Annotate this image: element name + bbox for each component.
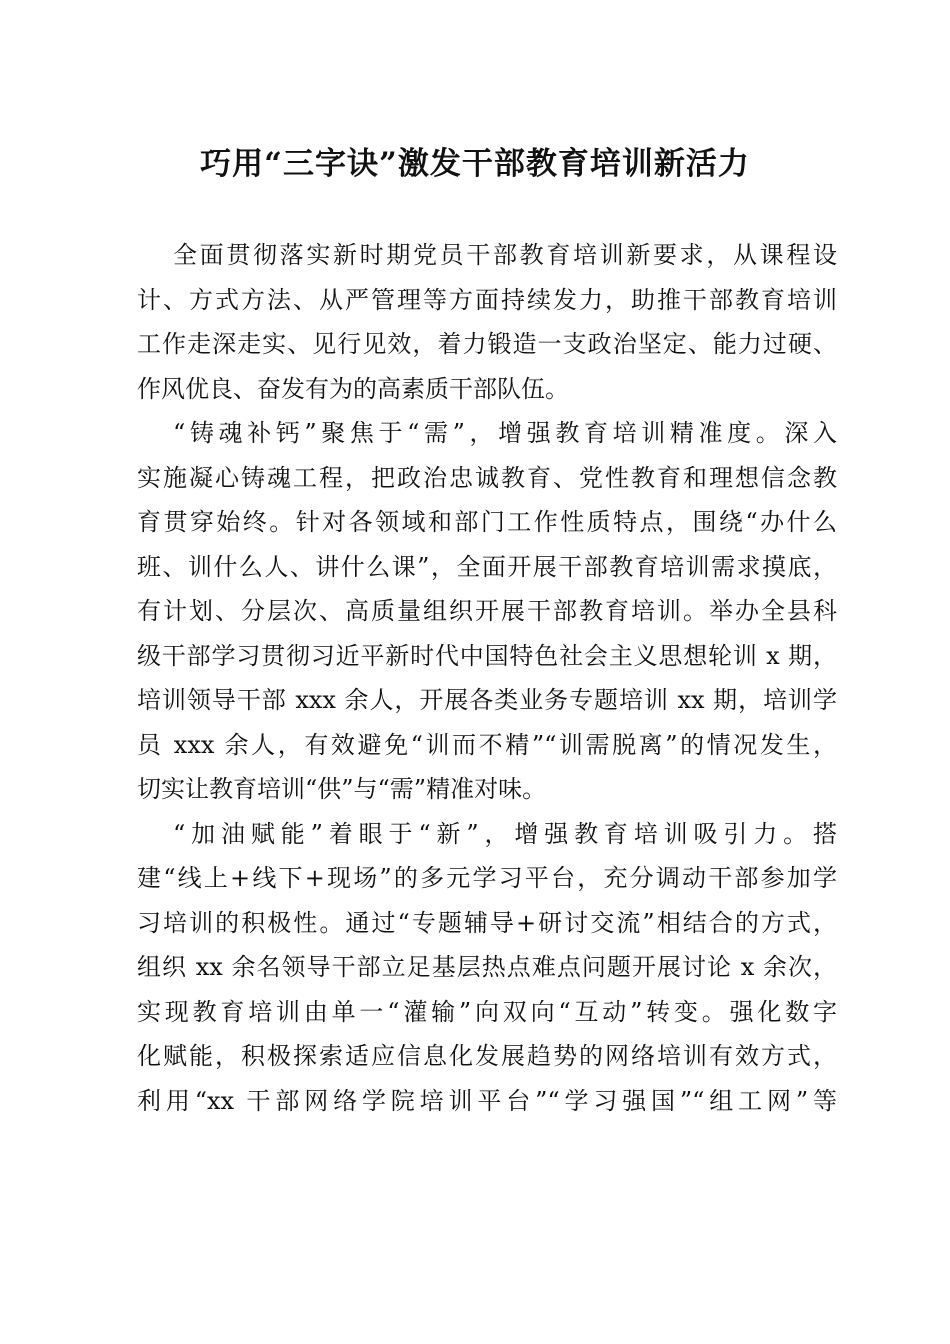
text-line: “铸魂补钙”聚焦于“需”，增强教育培训精准度。深入 <box>173 419 837 447</box>
document-title: 巧用“三字诀”激发干部教育培训新活力 <box>200 146 750 182</box>
text-line: 计、方式方法、从严管理等方面持续发力，助推干部教育培训 <box>137 285 837 314</box>
paragraph <box>137 233 837 411</box>
text-line: 作风优良、奋发有为的高素质干部队伍。 <box>137 374 569 403</box>
text-line: 化赋能，积极探索适应信息化发展趋势的网络培训有效方式， <box>137 1042 837 1070</box>
text-line: 实施凝心铸魂工程，把政治忠诚教育、党性教育和理想信念教 <box>137 463 837 492</box>
paragraph <box>137 411 837 812</box>
text-line: 培训领导干部 xxx 余人，开展各类业务专题培训 xx 期，培训学 <box>137 686 837 714</box>
text-line: 班、训什么人、讲什么课”，全面开展干部教育培训需求摸底， <box>137 552 837 581</box>
text-line: 建“线上+线下+现场”的多元学习平台，充分调动干部参加学 <box>137 864 837 892</box>
text-line: 实现教育培训由单一“灌输”向双向“互动”转变。强化数字 <box>137 997 837 1026</box>
document-body <box>137 233 837 1123</box>
paragraph <box>137 812 837 1124</box>
text-line: 组织 xx 余名领导干部立足基层热点难点问题开展讨论 x 余次， <box>137 953 837 981</box>
text-line: “加油赋能”着眼于“新”，增强教育培训吸引力。搭 <box>173 819 837 848</box>
text-line: 级干部学习贯彻习近平新时代中国特色社会主义思想轮训 x 期， <box>137 641 837 670</box>
text-line: 员 xxx 余人，有效避免“训而不精”“训需脱离”的情况发生， <box>137 730 837 759</box>
text-line: 习培训的积极性。通过“专题辅导+研讨交流”相结合的方式， <box>137 908 837 937</box>
text-line: 育贯穿始终。针对各领域和部门工作性质特点，围绕“办什么 <box>137 508 837 536</box>
text-line: 利用“xx 干部网络学院培训平台”“学习强国”“组工网”等 <box>137 1086 837 1115</box>
text-line: 有计划、分层次、高质量组织开展干部教育培训。举办全县科 <box>137 597 837 625</box>
text-line: 全面贯彻落实新时期党员干部教育培训新要求，从课程设 <box>173 241 837 269</box>
text-line: 工作走深走实、见行见效，着力锻造一支政治坚定、能力过硬、 <box>137 330 837 358</box>
text-line: 切实让教育培训“供”与“需”精准对味。 <box>137 775 547 803</box>
